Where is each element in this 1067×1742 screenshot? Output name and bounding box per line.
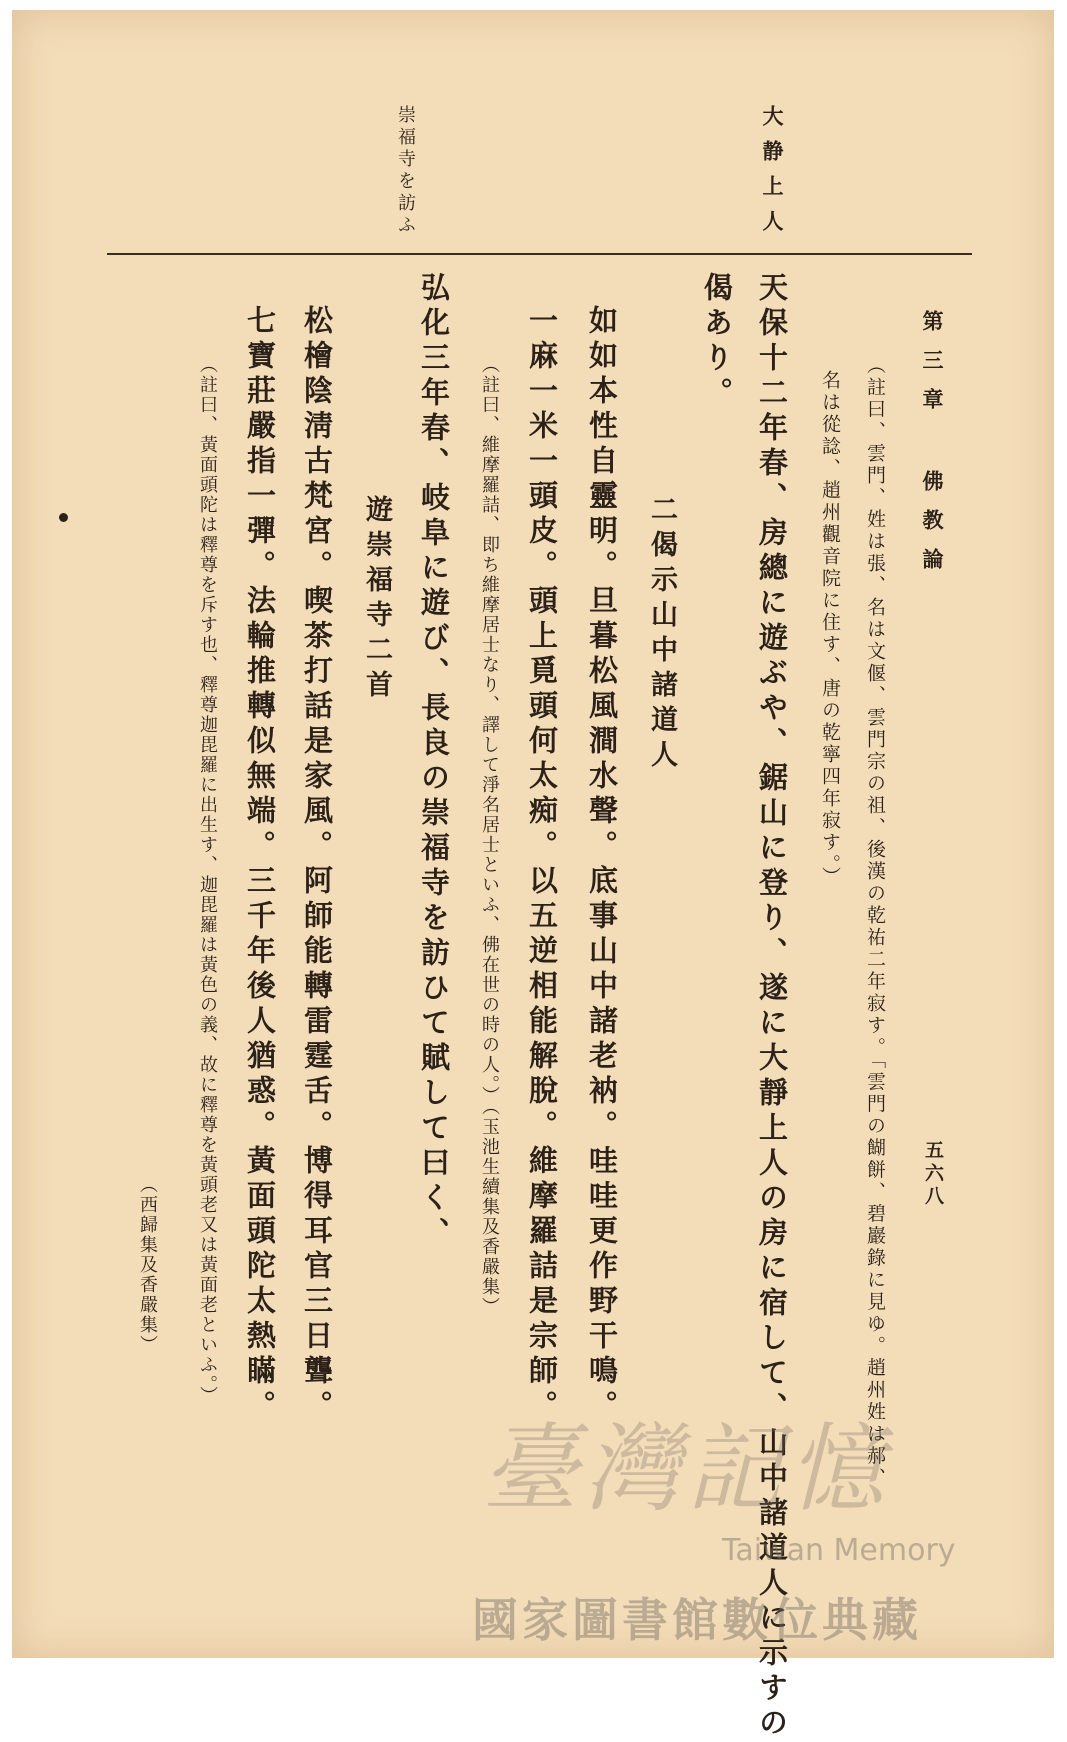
book-page	[12, 10, 1054, 1742]
poem-column-7: 一麻一米一頭皮。頭上覓頭何太痴。以五逆相能解脫。維摩羅詰是宗師。	[525, 305, 559, 1425]
header-rule	[107, 253, 972, 255]
poem-column-11: 松檜陰淸古梵宮。喫茶打話是家風。阿師能轉雷霆舌。博得耳官三日聾。	[300, 305, 334, 1425]
ink-spot	[59, 513, 68, 522]
source-citation: （西歸集及香嚴集）	[137, 1175, 158, 1355]
poem-heading-2: 遊崇福寺二首	[361, 495, 392, 705]
note-column-13: （註曰、黃面頭陀は釋尊を斥す也、釋尊迦毘羅に出生す、迦毘羅は黃色の義、故に釋尊を黃頭老又は黃面老といふ。）	[197, 355, 218, 1406]
text-column-4: 偈あり。	[700, 272, 734, 412]
note-column-8: （註曰、維摩羅詰、即ち維摩居士なり、譯して淨名居士といふ、佛在世の時の人。）（玉池生續集及香嚴集）	[479, 355, 500, 1317]
watermark-brand: 臺灣記憶	[482, 1413, 890, 1525]
poem-column-12: 七寶莊嚴指一彈。法輪推轉似無端。三千年後人猶惑。黃面頭陀太熱瞞。	[243, 305, 277, 1425]
poem-column-6: 如如本性自靈明。旦暮松風澗水聲。底事山中諸老衲。哇哇更作野干鳴。	[585, 305, 619, 1425]
watermark-institution: 國家圖書館數位典藏	[472, 1593, 922, 1647]
note-column-1: （註曰、雲門、姓は張、名は文偃、雲門宗の祖、後漢の乾祐二年寂す。「雲門の餬餅、碧巖錄に見ゆ。趙州姓は郝、	[864, 355, 886, 1490]
poem-heading-1: 二偈示山中諸道人	[646, 495, 677, 775]
text-column-3: 天保十二年春、房總に遊ぶや、鋸山に登り、遂に大靜上人の房に宿して、山中諸道人に示すの	[755, 272, 789, 1742]
running-subtitle: 崇福寺を訪ふ	[395, 105, 416, 237]
text-column-9: 弘化三年春、岐阜に遊び、長良の崇福寺を訪ひて賦して曰く、	[417, 272, 451, 1252]
watermark-english: Taiwan Memory	[722, 1533, 956, 1568]
page-number: 五六八	[922, 1140, 944, 1209]
note-column-2: 名は從諗、趙州觀音院に住す、唐の乾寧四年寂す。）	[819, 370, 841, 889]
chapter-title: 第三章 佛教論	[920, 310, 945, 587]
running-title: 大静上人	[760, 105, 785, 245]
